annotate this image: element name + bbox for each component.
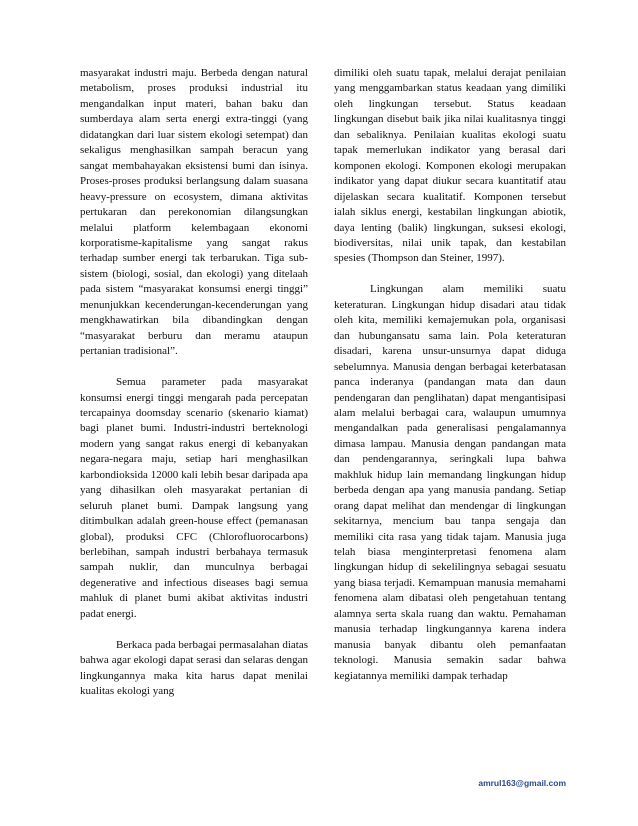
right-paragraph-1: dimiliki oleh suatu tapak, melalui derajat penilaian yang menggambarkan status keadaan yang dimiliki oleh lingkungan tersebut. Status keadaan lingkungan disebut baik jika nilai kualitasnya tinggi dan sebaliknya. Penilaian kualitas ekologi suatu tapak memerlukan indikator yang berasal dari komponen ekologi. Komponen ekologi merupakan indikator yang dapat diukur secara kuantitatif atau dijelaskan secara kualitatif. Komponen tersebut ialah siklus energi, kestabilan lingkungan abiotik, daya lenting (balik) lingkungan, suksesi ekologi, biodiversitas, nilai unik tapak, dan kestabilan spesies (Thompson dan Steiner, 1997). <box>334 67 566 265</box>
right-text-column <box>334 66 566 684</box>
right-paragraph-2: Lingkungan alam memiliki suatu keteraturan. Lingkungan hidup disadari atau tidak oleh kita, memiliki kemajemukan pola, organisasi dan hubungansatu sama lain. Pola keteraturan disadari, karena unsur-unsurnya dapat diduga sebelumnya. Manusia dengan berbagai keterbatasan panca inderanya (pandangan mata dan daun pendengaran dan penglihatan) dapat mengantisipasi alam melalui berbagai cara, walaupun umumnya mengandalkan pada generalisasi pengalamannya dimasa lampau. Manusia dengan pandangan mata dan pendengarannya, seringkali lupa bahwa makhluk hidup lain memandang lingkungan hidup berbeda dengan apa yang manusia pandang. Setiap orang dapat melihat dan mendengar di lingkungan sekitarnya, mencium bau tanpa sengaja dan memiliki cita rasa yang tidak tajam. Manusia juga telah biasa menginterpretasi fenomena alam lingkungan hidup di sekelilingnya sebagai sesuatu yang biasa terjadi. Kemampuan manusia memahami fenomena alam dibatasi oleh pengetahuan tentang alamnya serta skala ruang dan waktu. Pemahaman manusia terhadap lingkungannya karena indera manusia banyak dibantu oleh pemanfaatan teknologi. Manusia semakin sadar bahwa kegiatannya memiliki dampak terhadap <box>334 283 566 682</box>
left-text-column <box>80 66 308 700</box>
left-paragraph-2: Semua parameter pada masyarakat konsumsi energi tinggi mengarah pada percepatan tercapainya doomsday scenario (skenario kiamat) bagi planet bumi. Industri-industri berteknologi modern yang sangat rakus energi di kebanyakan negara-negara maju, setiap hari menghasilkan karbondioksida 12000 kali lebih besar daripada apa yang dihasilkan oleh masyarakat pertanian di seluruh planet bumi. Dampak langsung yang ditimbulkan adalah green-house effect (pemanasan global), produksi CFC (Chlorofluorocarbons) berlebihan, sampah industri berbahaya termasuk sampah nuklir, dan munculnya berbagai degenerative and infectious diseases bagi semua mahluk di planet bumi akibat aktivitas industri padat energi. <box>80 376 308 620</box>
footer-email: amrul163@gmail.com <box>478 778 566 788</box>
left-paragraph-3: Berkaca pada berbagai permasalahan diatas bahwa agar ekologi dapat serasi dan selaras dengan lingkungannya maka kita harus dapat menilai kualitas ekologi yang <box>80 638 308 698</box>
left-paragraph-1: masyarakat industri maju. Berbeda dengan natural metabolism, proses produksi industrial itu mengandalkan input materi, bahan baku dan sumberdaya alam serta energi extra-tinggi (yang didatangkan dari luar sistem ekologi setempat) dan sekaligus menghasilkan sampah beracun yang sangat membahayakan eksistensi bumi dan isinya. Proses-proses produksi berlangsung dalam suasana heavy-pressure on ecosystem, dimana aktivitas pertukaran dan perekonomian dilangsungkan melalui platform kelembagaan ekonomi korporatisme-kapitalisme yang sangat rakus terhadap sumber energi tak terbarukan. Tiga sub-sistem (biologi, sosial, dan ekologi) yang ditelaah pada sistem “masyarakat konsumsi energi tinggi” menunjukkan kecenderungan-kecenderungan yang mengkhawatirkan bila dibandingkan dengan “masyarakat berburu dan meramu ataupun pertanian tradisional”. <box>80 67 308 358</box>
